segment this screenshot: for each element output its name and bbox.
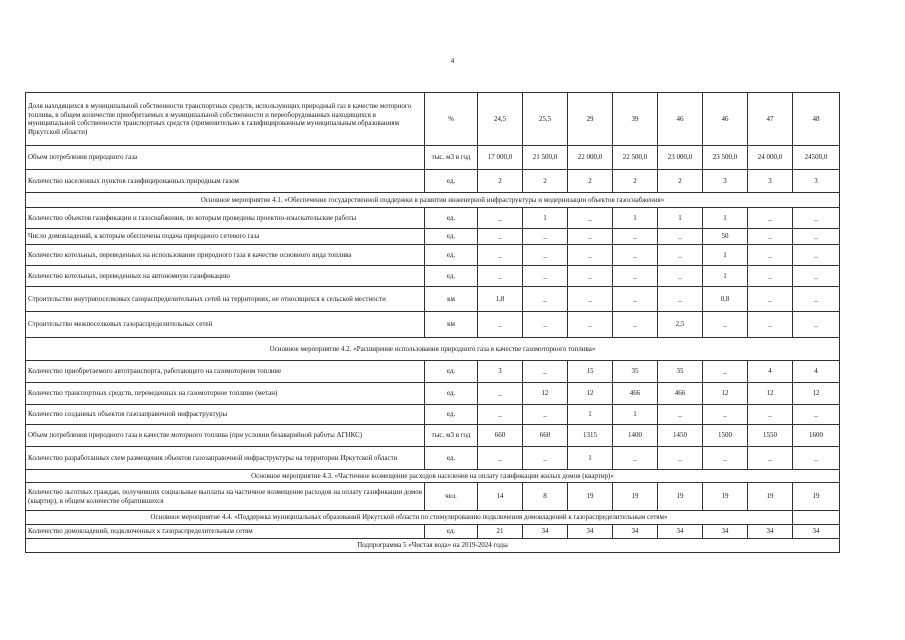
- value-cell: 48: [793, 93, 840, 146]
- value-cell: _: [748, 287, 793, 312]
- value-cell: 34: [793, 525, 840, 539]
- value-cell: _: [613, 229, 658, 245]
- value-cell: 466: [658, 383, 703, 405]
- value-cell: _: [568, 312, 613, 338]
- value-cell: _: [523, 266, 568, 287]
- value-cell: 24,5: [478, 93, 523, 146]
- value-cell: 2: [478, 170, 523, 193]
- indicator-name: Количество льготных граждан, получивших социальные выплаты на частичное возмещение расходов на оплату газификации домов (квартир), в общем количестве обратившихся: [26, 483, 425, 511]
- value-cell: 1: [523, 208, 568, 229]
- value-cell: 1: [658, 208, 703, 229]
- unit-cell: ед.: [425, 208, 478, 229]
- value-cell: _: [523, 405, 568, 425]
- table-row: [26, 287, 840, 312]
- value-cell: _: [748, 208, 793, 229]
- value-cell: 1600: [793, 425, 840, 447]
- indicator-name: Количество объектов газификации и газоснабжения, по которым проведены проектно-изыскательские работы: [26, 208, 425, 229]
- value-cell: 22 500,0: [613, 146, 658, 170]
- section-row: [26, 539, 840, 553]
- indicator-name: Объем потребления природного газа в качестве моторного топлива (при условии безаварийной работы АГНКС): [26, 425, 425, 447]
- unit-cell: ед.: [425, 361, 478, 383]
- value-cell: 1500: [703, 425, 748, 447]
- value-cell: 4: [748, 361, 793, 383]
- value-cell: _: [658, 447, 703, 470]
- empty-cell: [793, 511, 840, 525]
- value-cell: _: [568, 229, 613, 245]
- value-cell: 21 500,0: [523, 146, 568, 170]
- value-cell: 46: [703, 93, 748, 146]
- value-cell: _: [793, 447, 840, 470]
- value-cell: 1: [703, 266, 748, 287]
- value-cell: 34: [703, 525, 748, 539]
- value-cell: 2: [568, 170, 613, 193]
- indicator-name: Количество созданных объектов газозаправочной инфраструктуры: [26, 405, 425, 425]
- value-cell: 17 000,0: [478, 146, 523, 170]
- indicator-name: Строительство внутрипоселковых газораспределительных сетей на территориях, не относящихся к сельской местности: [26, 287, 425, 312]
- section-row: [26, 511, 840, 525]
- value-cell: 12: [568, 383, 613, 405]
- value-cell: 34: [613, 525, 658, 539]
- value-cell: _: [793, 245, 840, 266]
- table-row: [26, 383, 840, 405]
- table-row: [26, 447, 840, 470]
- value-cell: 1550: [748, 425, 793, 447]
- value-cell: 19: [613, 483, 658, 511]
- value-cell: _: [658, 245, 703, 266]
- value-cell: _: [703, 361, 748, 383]
- unit-cell: тыс. м3 в год: [425, 146, 478, 170]
- value-cell: _: [793, 266, 840, 287]
- value-cell: 39: [613, 93, 658, 146]
- value-cell: 12: [703, 383, 748, 405]
- section-heading: Подпрограмма 5 «Чистая вода» на 2019-2024 годы: [26, 539, 840, 553]
- value-cell: _: [478, 229, 523, 245]
- value-cell: 1: [568, 405, 613, 425]
- unit-cell: ед.: [425, 266, 478, 287]
- value-cell: 24 000,0: [748, 146, 793, 170]
- value-cell: 46: [658, 93, 703, 146]
- indicator-name: Количество котельных, переведенных на автономную газификацию: [26, 266, 425, 287]
- value-cell: _: [478, 266, 523, 287]
- value-cell: 2: [613, 170, 658, 193]
- unit-cell: ед.: [425, 245, 478, 266]
- value-cell: 0,8: [703, 287, 748, 312]
- indicator-name: Объем потребления природного газа: [26, 146, 425, 170]
- value-cell: 19: [748, 483, 793, 511]
- value-cell: _: [703, 447, 748, 470]
- value-cell: 14: [478, 483, 523, 511]
- value-cell: 1400: [613, 425, 658, 447]
- value-cell: 21: [478, 525, 523, 539]
- value-cell: _: [478, 405, 523, 425]
- value-cell: _: [658, 266, 703, 287]
- value-cell: 2,5: [658, 312, 703, 338]
- value-cell: 35: [613, 361, 658, 383]
- value-cell: _: [478, 245, 523, 266]
- value-cell: 12: [793, 383, 840, 405]
- table-row: [26, 229, 840, 245]
- value-cell: _: [793, 287, 840, 312]
- value-cell: 15: [568, 361, 613, 383]
- indicator-name: Количество населенных пунктов газифицированных природным газом: [26, 170, 425, 193]
- indicator-name: Количество приобретаемого автотранспорта, работающего на газомоторном топливе: [26, 361, 425, 383]
- value-cell: _: [523, 312, 568, 338]
- value-cell: _: [748, 229, 793, 245]
- value-cell: 3: [748, 170, 793, 193]
- value-cell: 1450: [658, 425, 703, 447]
- page-number: 4: [450, 57, 455, 65]
- value-cell: _: [748, 312, 793, 338]
- value-cell: _: [748, 245, 793, 266]
- value-cell: 22 000,0: [568, 146, 613, 170]
- unit-cell: км: [425, 312, 478, 338]
- value-cell: 23 500,0: [703, 146, 748, 170]
- unit-cell: чел.: [425, 483, 478, 511]
- section-heading: Основное мероприятие 4.3. «Частичное возмещение расходов населения на оплату газификации жилых домов (квартир)»: [26, 470, 840, 483]
- unit-cell: тыс. м3 в год: [425, 425, 478, 447]
- value-cell: 466: [613, 383, 658, 405]
- value-cell: _: [613, 447, 658, 470]
- value-cell: 8: [523, 483, 568, 511]
- value-cell: 2: [658, 170, 703, 193]
- table-row: [26, 245, 840, 266]
- value-cell: 3: [478, 361, 523, 383]
- value-cell: _: [703, 312, 748, 338]
- value-cell: 24500,0: [793, 146, 840, 170]
- value-cell: _: [523, 287, 568, 312]
- value-cell: _: [613, 312, 658, 338]
- section-heading: Основное мероприятие 4.2. «Расширение использования природного газа в качестве газомоторного топлива»: [26, 338, 840, 361]
- table-row: [26, 525, 840, 539]
- value-cell: _: [613, 287, 658, 312]
- unit-cell: км: [425, 287, 478, 312]
- value-cell: 660: [478, 425, 523, 447]
- value-cell: _: [568, 245, 613, 266]
- value-cell: 19: [658, 483, 703, 511]
- value-cell: 1: [703, 245, 748, 266]
- value-cell: 29: [568, 93, 613, 146]
- value-cell: 19: [568, 483, 613, 511]
- unit-cell: ед.: [425, 447, 478, 470]
- value-cell: 1: [613, 208, 658, 229]
- value-cell: _: [748, 405, 793, 425]
- value-cell: _: [478, 383, 523, 405]
- table-row: [26, 170, 840, 193]
- indicator-name: Доля находящихся в муниципальной собственности транспортных средств, использующих природный газ в качестве моторного топлива, в общем количестве приобретаемых в муниципальной собственности и переоборудованных находящихся в муниципальной собственности транспортных средств (применительно к газифицированным муниципальным образованиям Иркутской области): [26, 93, 425, 146]
- value-cell: 2: [523, 170, 568, 193]
- value-cell: 3: [703, 170, 748, 193]
- unit-cell: ед.: [425, 229, 478, 245]
- value-cell: 19: [793, 483, 840, 511]
- value-cell: _: [568, 208, 613, 229]
- value-cell: _: [748, 447, 793, 470]
- value-cell: _: [793, 405, 840, 425]
- table-row: [26, 361, 840, 383]
- value-cell: 12: [748, 383, 793, 405]
- value-cell: _: [658, 287, 703, 312]
- unit-cell: ед.: [425, 525, 478, 539]
- value-cell: 34: [748, 525, 793, 539]
- section-row: [26, 338, 840, 361]
- section-heading: Основное мероприятие 4.4. «Поддержка муниципальных образований Иркутской области по стимулированию подключения домовладений к газораспределительным сетям»: [26, 511, 793, 525]
- value-cell: 34: [658, 525, 703, 539]
- table-row: [26, 208, 840, 229]
- table-row: [26, 312, 840, 338]
- table-row: [26, 266, 840, 287]
- value-cell: _: [523, 229, 568, 245]
- value-cell: _: [658, 229, 703, 245]
- unit-cell: ед.: [425, 170, 478, 193]
- table-row: [26, 483, 840, 511]
- value-cell: 1: [703, 208, 748, 229]
- table-row: [26, 146, 840, 170]
- value-cell: _: [703, 405, 748, 425]
- value-cell: 34: [523, 525, 568, 539]
- value-cell: 35: [658, 361, 703, 383]
- value-cell: _: [793, 208, 840, 229]
- value-cell: _: [568, 266, 613, 287]
- value-cell: 47: [748, 93, 793, 146]
- value-cell: _: [793, 312, 840, 338]
- value-cell: _: [748, 266, 793, 287]
- value-cell: _: [523, 245, 568, 266]
- value-cell: _: [658, 405, 703, 425]
- value-cell: 50: [703, 229, 748, 245]
- indicator-name: Количество котельных, переведенных на использование природного газа в качестве основного вида топлива: [26, 245, 425, 266]
- indicator-name: Строительство межпоселковых газораспределительных сетей: [26, 312, 425, 338]
- value-cell: 4: [793, 361, 840, 383]
- value-cell: 23 000,0: [658, 146, 703, 170]
- value-cell: 660: [523, 425, 568, 447]
- indicator-name: Количество транспортных средств, переведенных на газомоторное топливо (метан): [26, 383, 425, 405]
- value-cell: _: [523, 447, 568, 470]
- value-cell: _: [613, 266, 658, 287]
- value-cell: _: [613, 245, 658, 266]
- indicators-table: [25, 92, 840, 553]
- indicator-name: Количество домовладений, подключенных к газораспределительным сетям: [26, 525, 425, 539]
- value-cell: 1315: [568, 425, 613, 447]
- value-cell: _: [478, 447, 523, 470]
- section-row: [26, 470, 840, 483]
- value-cell: _: [478, 208, 523, 229]
- value-cell: 25,5: [523, 93, 568, 146]
- unit-cell: %: [425, 93, 478, 146]
- value-cell: 1,8: [478, 287, 523, 312]
- indicator-name: Число домовладений, к которым обеспечена подача природного сетевого газа: [26, 229, 425, 245]
- value-cell: _: [568, 287, 613, 312]
- indicator-name: Количество разработанных схем размещения объектов газозаправочной инфраструктуры на территории Иркутской области: [26, 447, 425, 470]
- value-cell: 3: [793, 170, 840, 193]
- value-cell: 12: [523, 383, 568, 405]
- value-cell: _: [793, 229, 840, 245]
- table-row: [26, 405, 840, 425]
- value-cell: _: [523, 361, 568, 383]
- value-cell: 34: [568, 525, 613, 539]
- section-heading: Основное мероприятие 4.1. «Обеспечение государственной поддержки в развитии инженерной инфраструктуры и модернизации объектов газоснабжения»: [26, 193, 840, 208]
- table-row: [26, 93, 840, 146]
- value-cell: _: [478, 312, 523, 338]
- section-row: [26, 193, 840, 208]
- value-cell: 1: [613, 405, 658, 425]
- unit-cell: ед.: [425, 383, 478, 405]
- table-row: [26, 425, 840, 447]
- value-cell: 19: [703, 483, 748, 511]
- unit-cell: ед.: [425, 405, 478, 425]
- value-cell: 1: [568, 447, 613, 470]
